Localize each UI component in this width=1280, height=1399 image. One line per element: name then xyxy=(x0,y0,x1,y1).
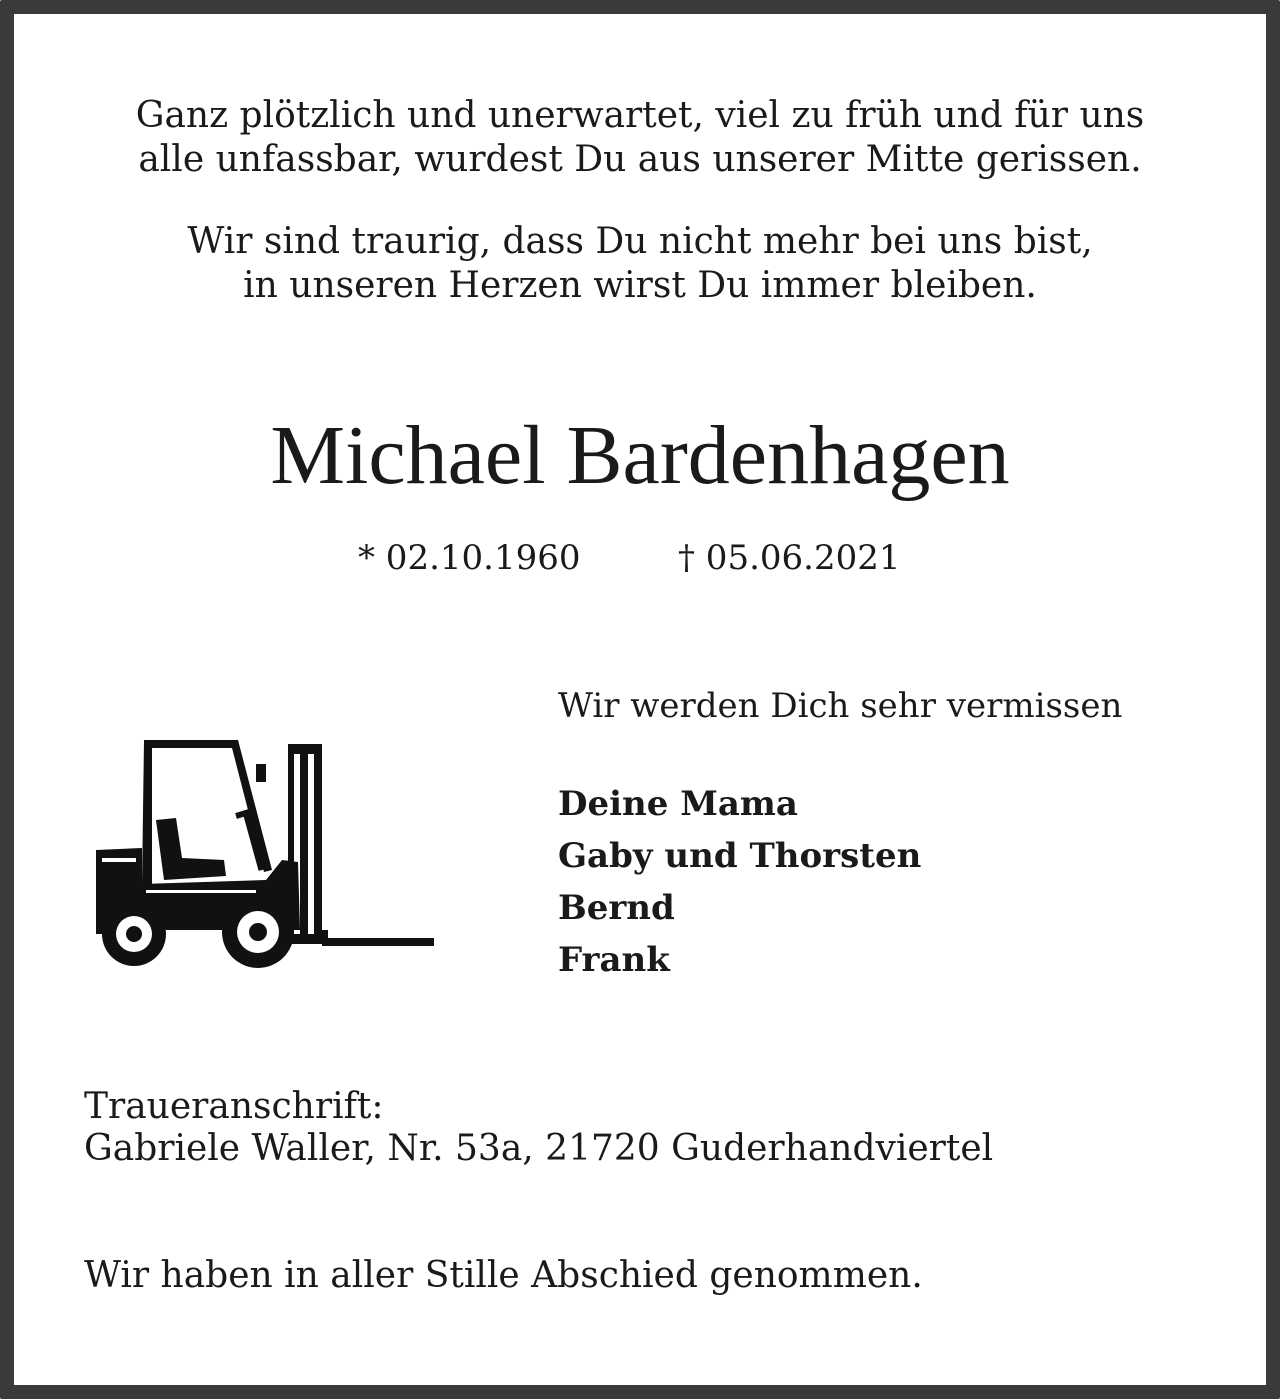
address-label: Traueranschrift: xyxy=(84,1086,384,1127)
intro-line: Ganz plötzlich und unerwartet, viel zu früh und für uns xyxy=(135,95,1145,136)
mourner-name: Deine Mama xyxy=(558,784,798,824)
farewell-message: Wir werden Dich sehr vermissen xyxy=(558,686,1123,726)
closing-statement: Wir haben in aller Stille Abschied genommen. xyxy=(84,1255,923,1296)
mourner-name: Frank xyxy=(558,940,670,980)
deceased-name: Michael Bardenhagen xyxy=(270,409,1010,502)
birth-date: * 02.10.1960 xyxy=(358,538,581,578)
mourners-list xyxy=(558,778,921,986)
mourner-name: Gaby und Thorsten xyxy=(558,836,922,876)
forklift-icon xyxy=(86,730,438,970)
life-dates xyxy=(40,536,1240,580)
address-line: Gabriele Waller, Nr. 53a, 21720 Guderhandviertel xyxy=(84,1128,994,1169)
intro-line: Wir sind traurig, dass Du nicht mehr bei uns bist, xyxy=(187,221,1093,262)
intro-line: alle unfassbar, wurdest Du aus unserer Mitte gerissen. xyxy=(138,139,1142,180)
intro-line: in unseren Herzen wirst Du immer bleiben. xyxy=(243,265,1037,306)
intro-paragraph-2 xyxy=(40,220,1240,308)
death-date: † 05.06.2021 xyxy=(678,538,901,578)
intro-paragraph-1 xyxy=(40,94,1240,182)
mourning-address xyxy=(84,1086,993,1170)
mourner-name: Bernd xyxy=(558,888,675,928)
